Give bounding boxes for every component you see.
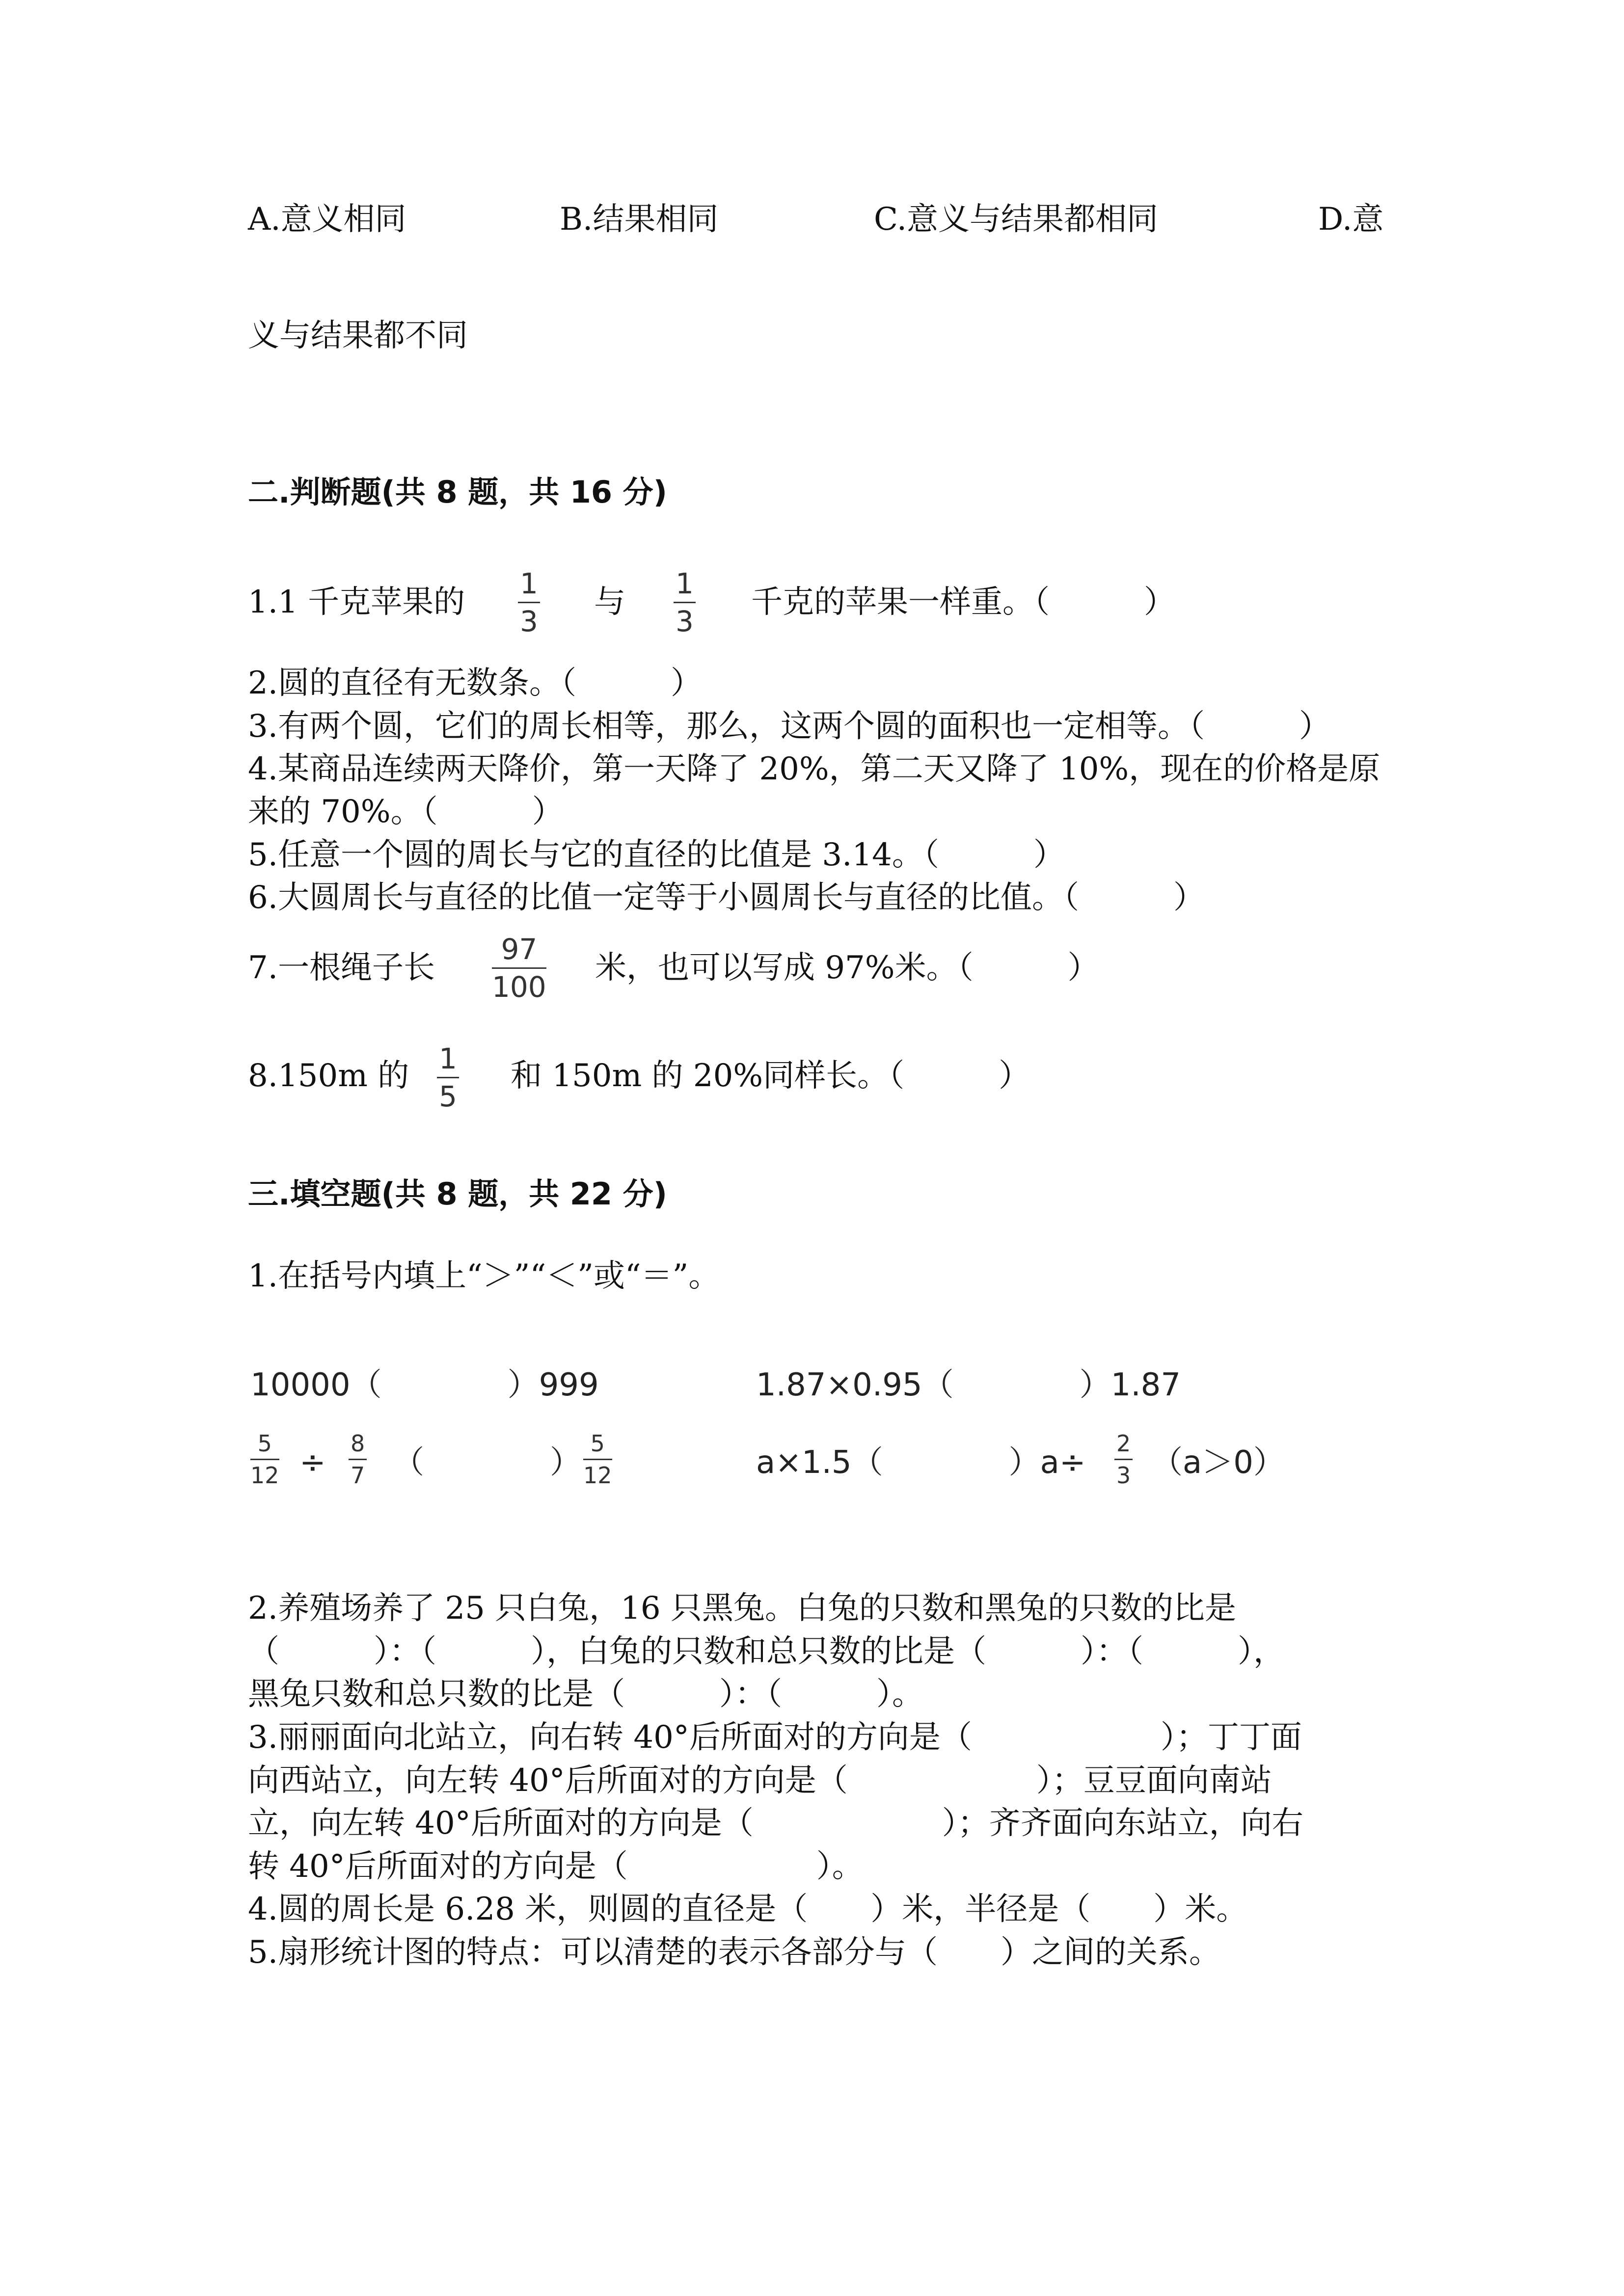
divide-sign: ÷: [299, 1444, 326, 1481]
option-c: C.意义与结果都相同: [874, 201, 1159, 238]
section2-heading: 二.判断题(共 8 题，共 16 分): [248, 474, 667, 510]
frac-den: 100: [492, 970, 546, 1004]
fraction-2-3: [1114, 1432, 1133, 1487]
s2-question-5: 5.任意一个圆的周长与它的直径的比值是 3.14。（ ）: [248, 837, 1065, 873]
s3-question-2-line3: 黑兔只数和总只数的比是（ ）：（ ）。: [248, 1676, 923, 1712]
section3-heading: 三.填空题(共 8 题，共 22 分): [248, 1176, 667, 1212]
s3-question-3-line1: 3.丽丽面向北站立，向右转 40°后所面对的方向是（ ）；丁丁面: [248, 1719, 1302, 1756]
s2-question-4-line2: 来的 70%。（ ）: [248, 794, 564, 830]
option-d-part1: D.意: [1318, 201, 1384, 238]
frac-num: 8: [351, 1430, 365, 1457]
frac-den: 12: [583, 1462, 612, 1489]
s2-q1-prefix: 1.1 千克苹果的: [248, 584, 465, 620]
s3-question-3-line3: 立，向左转 40°后所面对的方向是（ ）；齐齐面向东站立，向右: [248, 1805, 1303, 1842]
frac-num: 5: [257, 1430, 272, 1457]
fraction-one-third-a: [518, 569, 540, 636]
fraction-5-12-a: [250, 1432, 279, 1487]
fraction-one-fifth: [437, 1044, 459, 1111]
frac-num: 5: [590, 1430, 605, 1457]
s2-q7-suffix: 米，也可以写成 97%米。（ ）: [595, 950, 1099, 986]
s2-q1-mid: 与: [594, 584, 625, 620]
s3-question-5: 5.扇形统计图的特点：可以清楚的表示各部分与（ ）之间的关系。: [248, 1934, 1221, 1971]
frac-num: 1: [439, 1042, 457, 1075]
s2-question-6: 6.大圆周长与直径的比值一定等于小圆周长与直径的比值。（ ）: [248, 880, 1205, 916]
s2-q7-prefix: 7.一根绳子长: [248, 950, 435, 986]
frac-num: 97: [501, 933, 538, 966]
frac-den: 7: [351, 1462, 365, 1489]
s3-question-3-line2: 向西站立，向左转 40°后所面对的方向是（ ）；豆豆面向南站: [248, 1762, 1272, 1799]
frac-den: 3: [1116, 1462, 1131, 1489]
frac-den: 12: [250, 1462, 279, 1489]
s2-q8-prefix: 8.150m 的: [248, 1058, 409, 1094]
fraction-5-12-b: [583, 1432, 612, 1487]
s2-question-2: 2.圆的直径有无数条。（ ）: [248, 665, 703, 701]
fraction-one-third-b: [674, 569, 696, 636]
frac-den: 5: [439, 1080, 457, 1113]
compare-2-left-blank: （ ）: [393, 1444, 581, 1481]
s2-question-3: 3.有两个圆，它们的周长相等，那么，这两个圆的面积也一定相等。（ ）: [248, 708, 1331, 745]
frac-den: 3: [520, 605, 538, 638]
frac-num: 2: [1116, 1430, 1131, 1457]
fraction-97-100: [492, 933, 546, 1004]
s3-question-2-line1: 2.养殖场养了 25 只白兔，16 只黑兔。白兔的只数和黑兔的只数的比是: [248, 1590, 1236, 1627]
s2-q8-suffix: 和 150m 的 20%同样长。（ ）: [511, 1058, 1030, 1094]
s2-q1-suffix: 千克的苹果一样重。（ ）: [751, 584, 1175, 620]
frac-num: 1: [520, 567, 538, 600]
compare-1-left: 10000（ ）999: [250, 1367, 599, 1403]
s3-question-3-line4: 转 40°后所面对的方向是（ ）。: [248, 1848, 864, 1885]
s3-question-1: 1.在括号内填上“＞”“＜”或“＝”。: [248, 1258, 720, 1294]
frac-den: 3: [676, 605, 694, 638]
option-b: B.结果相同: [560, 201, 719, 238]
s3-question-4: 4.圆的周长是 6.28 米，则圆的直径是（ ）米，半径是（ ）米。: [248, 1891, 1248, 1927]
frac-num: 1: [676, 567, 694, 600]
option-d-part2: 义与结果都不同: [248, 318, 468, 354]
fraction-8-7: [349, 1432, 367, 1487]
s3-question-2-line2: （ ）：（ ），白兔的只数和总只数的比是（ ）：（ ），: [248, 1633, 1285, 1670]
option-a: A.意义相同: [248, 201, 406, 238]
compare-2-right-prefix: a×1.5（ ）a÷: [756, 1444, 1086, 1481]
s2-question-4-line1: 4.某商品连续两天降价，第一天降了 20%，第二天又降了 10%，现在的价格是原: [248, 751, 1380, 787]
compare-1-right: 1.87×0.95（ ）1.87: [756, 1367, 1181, 1403]
compare-2-right-suffix: （a＞0）: [1151, 1444, 1285, 1481]
